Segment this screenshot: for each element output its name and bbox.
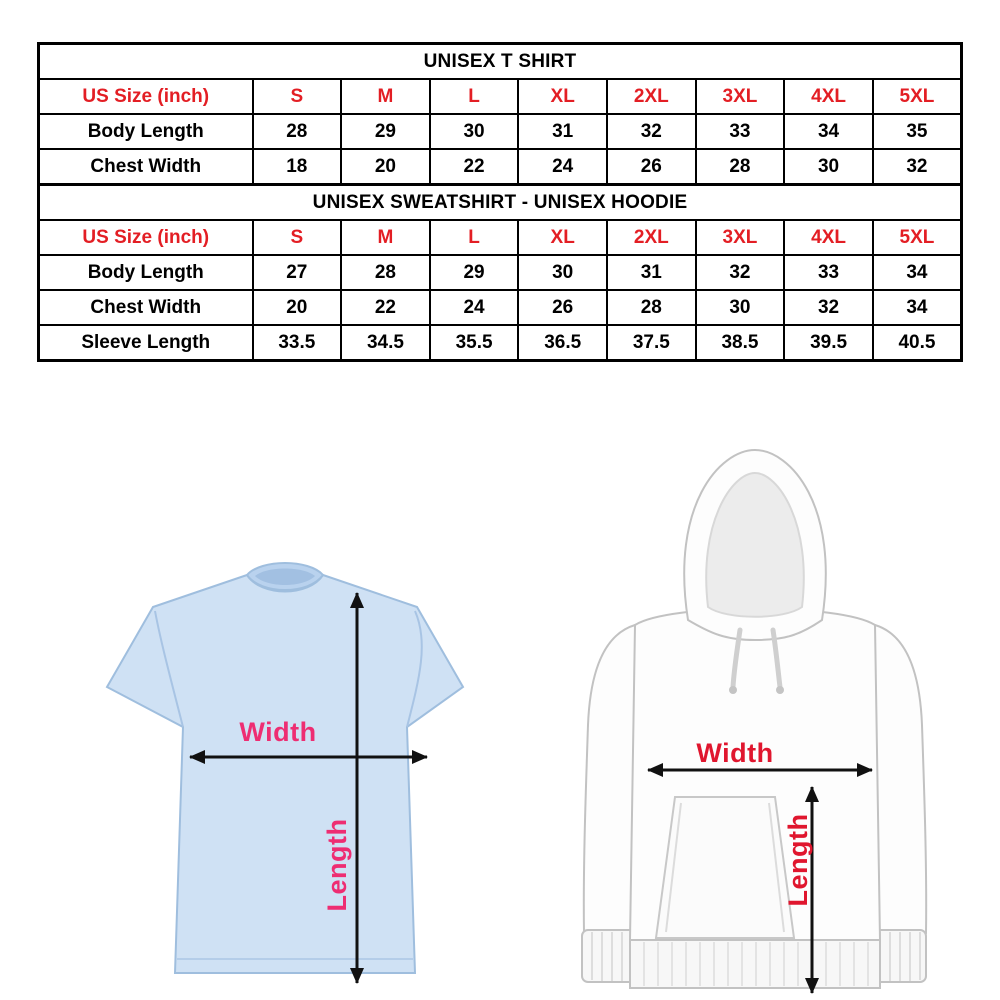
hoodie-size-header-row <box>39 220 962 255</box>
tshirt-body-length-row <box>39 114 962 149</box>
tshirt-size-header-row <box>39 79 962 114</box>
size-cell: XL <box>518 220 607 255</box>
tshirt-size-header-label: US Size (inch) <box>39 79 253 114</box>
hoodie-length-label: Length <box>783 813 813 907</box>
value-cell: 39.5 <box>784 325 873 361</box>
size-cell: M <box>341 220 430 255</box>
size-cell: 4XL <box>784 79 873 114</box>
size-cell: S <box>253 79 342 114</box>
value-cell: 33 <box>784 255 873 290</box>
size-cell: 3XL <box>696 79 785 114</box>
size-cell: XL <box>518 79 607 114</box>
hoodie-size-header-label: US Size (inch) <box>39 220 253 255</box>
size-cell: 4XL <box>784 220 873 255</box>
row-label: Sleeve Length <box>39 325 253 361</box>
value-cell: 26 <box>607 149 696 185</box>
hoodie-width-label: Width <box>696 738 774 768</box>
value-cell: 31 <box>518 114 607 149</box>
value-cell: 33.5 <box>253 325 342 361</box>
value-cell: 40.5 <box>873 325 962 361</box>
row-label: Chest Width <box>39 290 253 325</box>
size-cell: 2XL <box>607 220 696 255</box>
hoodie-title-row <box>39 185 962 221</box>
value-cell: 24 <box>430 290 519 325</box>
value-cell: 24 <box>518 149 607 185</box>
hoodie-illustration <box>540 435 970 1000</box>
value-cell: 27 <box>253 255 342 290</box>
size-cell: L <box>430 79 519 114</box>
size-cell: L <box>430 220 519 255</box>
value-cell: 37.5 <box>607 325 696 361</box>
value-cell: 32 <box>784 290 873 325</box>
hoodie-sleeve-length-row <box>39 325 962 361</box>
value-cell: 31 <box>607 255 696 290</box>
row-label: Body Length <box>39 255 253 290</box>
tshirt-diagram <box>95 545 475 995</box>
value-cell: 32 <box>607 114 696 149</box>
size-table <box>37 42 963 362</box>
hoodie-pocket <box>656 797 794 938</box>
hoodie-body-length-row <box>39 255 962 290</box>
value-cell: 29 <box>430 255 519 290</box>
value-cell: 22 <box>430 149 519 185</box>
value-cell: 30 <box>430 114 519 149</box>
value-cell: 28 <box>341 255 430 290</box>
value-cell: 28 <box>607 290 696 325</box>
value-cell: 20 <box>341 149 430 185</box>
value-cell: 28 <box>253 114 342 149</box>
tshirt-illustration <box>95 545 475 995</box>
tshirt-table-title: UNISEX T SHIRT <box>39 44 962 80</box>
value-cell: 26 <box>518 290 607 325</box>
size-cell: 5XL <box>873 220 962 255</box>
value-cell: 34 <box>873 290 962 325</box>
value-cell: 36.5 <box>518 325 607 361</box>
hoodie-diagram <box>540 435 970 1000</box>
value-cell: 34.5 <box>341 325 430 361</box>
value-cell: 30 <box>784 149 873 185</box>
value-cell: 33 <box>696 114 785 149</box>
tshirt-width-label: Width <box>239 717 317 747</box>
value-cell: 32 <box>696 255 785 290</box>
row-label: Chest Width <box>39 149 253 185</box>
value-cell: 18 <box>253 149 342 185</box>
value-cell: 35.5 <box>430 325 519 361</box>
value-cell: 28 <box>696 149 785 185</box>
size-cell: 5XL <box>873 79 962 114</box>
value-cell: 29 <box>341 114 430 149</box>
value-cell: 35 <box>873 114 962 149</box>
hoodie-chest-width-row <box>39 290 962 325</box>
value-cell: 34 <box>784 114 873 149</box>
value-cell: 22 <box>341 290 430 325</box>
size-cell: 3XL <box>696 220 785 255</box>
value-cell: 38.5 <box>696 325 785 361</box>
hoodie-table-title: UNISEX SWEATSHIRT - UNISEX HOODIE <box>39 185 962 221</box>
size-cell: 2XL <box>607 79 696 114</box>
value-cell: 20 <box>253 290 342 325</box>
size-cell: M <box>341 79 430 114</box>
value-cell: 30 <box>518 255 607 290</box>
size-cell: S <box>253 220 342 255</box>
tshirt-title-row <box>39 44 962 80</box>
value-cell: 34 <box>873 255 962 290</box>
value-cell: 32 <box>873 149 962 185</box>
tshirt-length-label: Length <box>322 818 352 912</box>
tshirt-chest-width-row <box>39 149 962 185</box>
value-cell: 30 <box>696 290 785 325</box>
row-label: Body Length <box>39 114 253 149</box>
